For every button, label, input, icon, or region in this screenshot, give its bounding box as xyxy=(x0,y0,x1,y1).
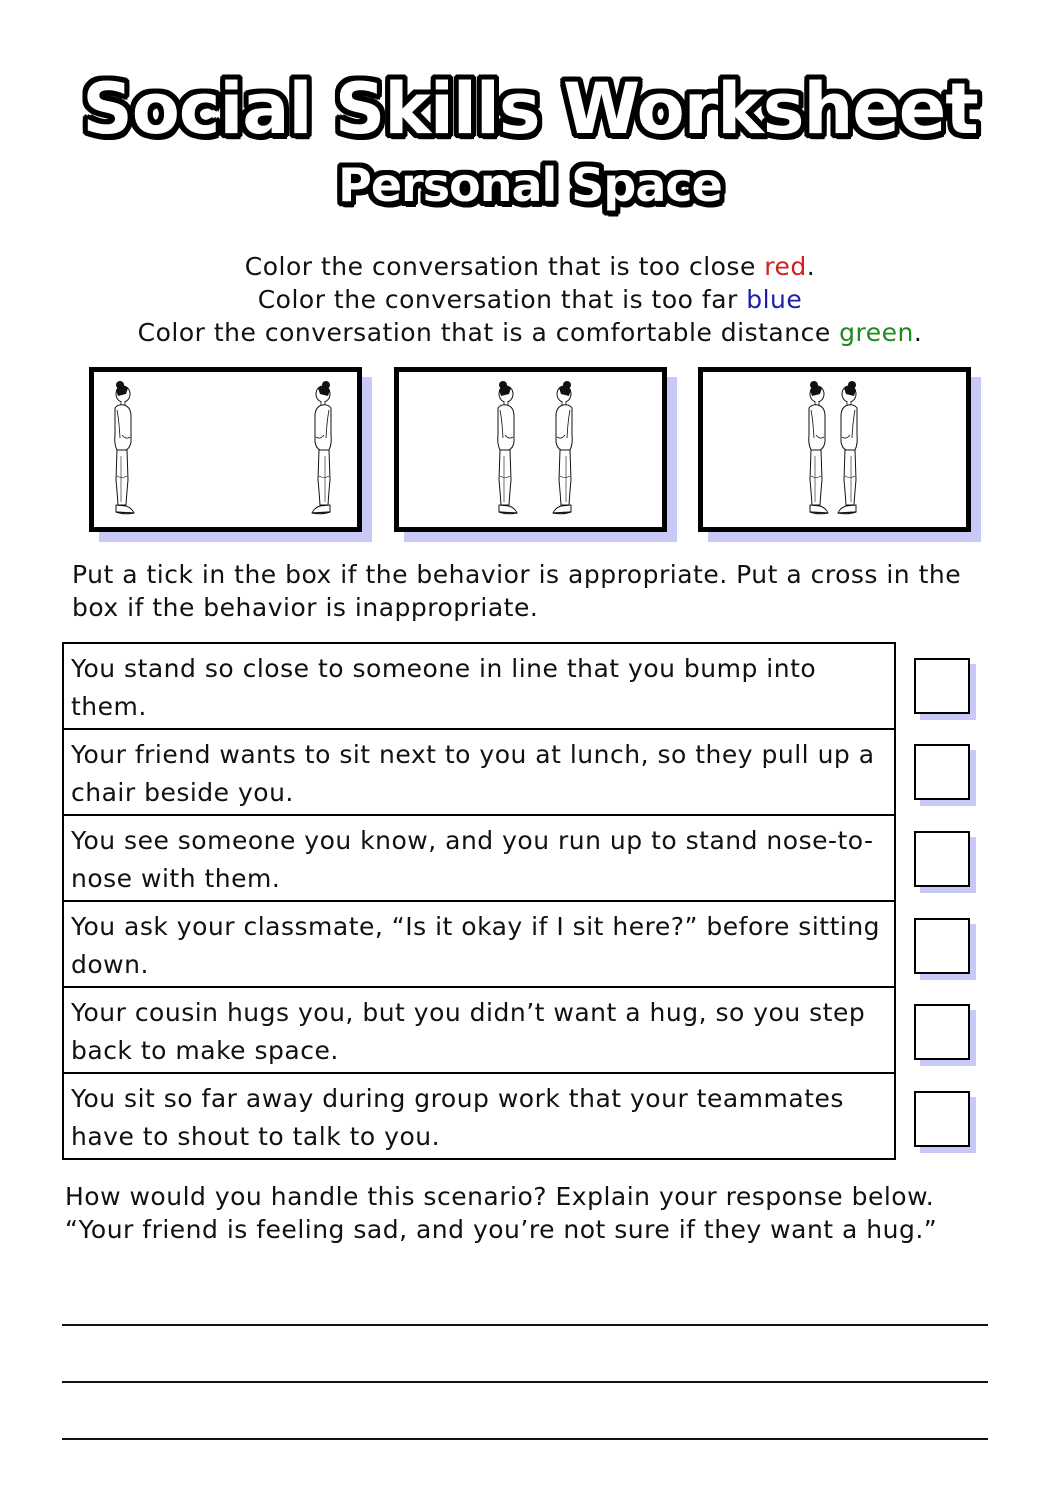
person-figure-right xyxy=(834,380,864,525)
behavior-row: Your cousin hugs you, but you didn’t want a hug, so you step back to make space. xyxy=(64,988,894,1074)
behavior-row: You sit so far away during group work that your teammates have to shout to talk to you. xyxy=(64,1074,894,1160)
behavior-row: You ask your classmate, “Is it okay if I sit here?” before sitting down. xyxy=(64,902,894,988)
instruction-text: Color the conversation that is a comfortable distance xyxy=(137,318,840,347)
color-instructions xyxy=(0,250,1060,349)
color-word-red: red xyxy=(764,252,807,281)
scenario-prompt: How would you handle this scenario? Explain your response below. xyxy=(65,1182,935,1211)
instruction-suffix: . xyxy=(806,252,816,281)
color-word-blue: blue xyxy=(746,285,803,314)
behavior-checkbox-1[interactable] xyxy=(914,658,970,714)
scenario-quote: “Your friend is feeling sad, and you’re not sure if they want a hug.” xyxy=(65,1215,938,1244)
answer-line-1[interactable] xyxy=(62,1324,988,1326)
instruction-line-green xyxy=(0,316,1060,349)
behavior-checkbox-4[interactable] xyxy=(914,918,970,974)
behavior-table xyxy=(62,642,896,1160)
worksheet-subtitle: Personal Space xyxy=(338,158,722,212)
color-word-green: green xyxy=(839,318,914,347)
person-figure-right xyxy=(308,380,338,525)
behavior-checkbox-3[interactable] xyxy=(914,831,970,887)
instruction-text: Color the conversation that is too far xyxy=(257,285,747,314)
behavior-checkbox-2[interactable] xyxy=(914,744,970,800)
behavior-row: You see someone you know, and you run up to stand nose-to-nose with them. xyxy=(64,816,894,902)
conversation-panel-close[interactable] xyxy=(698,367,971,532)
behavior-row: You stand so close to someone in line that you bump into them. xyxy=(64,644,894,730)
tick-instructions: Put a tick in the box if the behavior is appropriate. Put a cross in the box if the behavior is inappropriate. xyxy=(72,560,962,622)
instruction-text: Color the conversation that is too close xyxy=(244,252,765,281)
behavior-row: Your friend wants to sit next to you at lunch, so they pull up a chair beside you. xyxy=(64,730,894,816)
instruction-suffix: . xyxy=(913,318,923,347)
person-figure-left xyxy=(491,380,521,525)
answer-line-2[interactable] xyxy=(62,1381,988,1383)
behavior-checkbox-6[interactable] xyxy=(914,1091,970,1147)
conversation-panel-comfortable[interactable] xyxy=(394,367,667,532)
conversation-panel-far[interactable] xyxy=(89,367,362,532)
worksheet-title: Social Skills Worksheet xyxy=(82,68,978,150)
scenario-section xyxy=(65,1180,995,1246)
instruction-line-red xyxy=(0,250,1060,283)
person-figure-left xyxy=(108,380,138,525)
answer-line-3[interactable] xyxy=(62,1438,988,1440)
person-figure-left xyxy=(802,380,832,525)
person-figure-right xyxy=(549,380,579,525)
behavior-checkbox-5[interactable] xyxy=(914,1004,970,1060)
instruction-line-blue xyxy=(0,283,1060,316)
